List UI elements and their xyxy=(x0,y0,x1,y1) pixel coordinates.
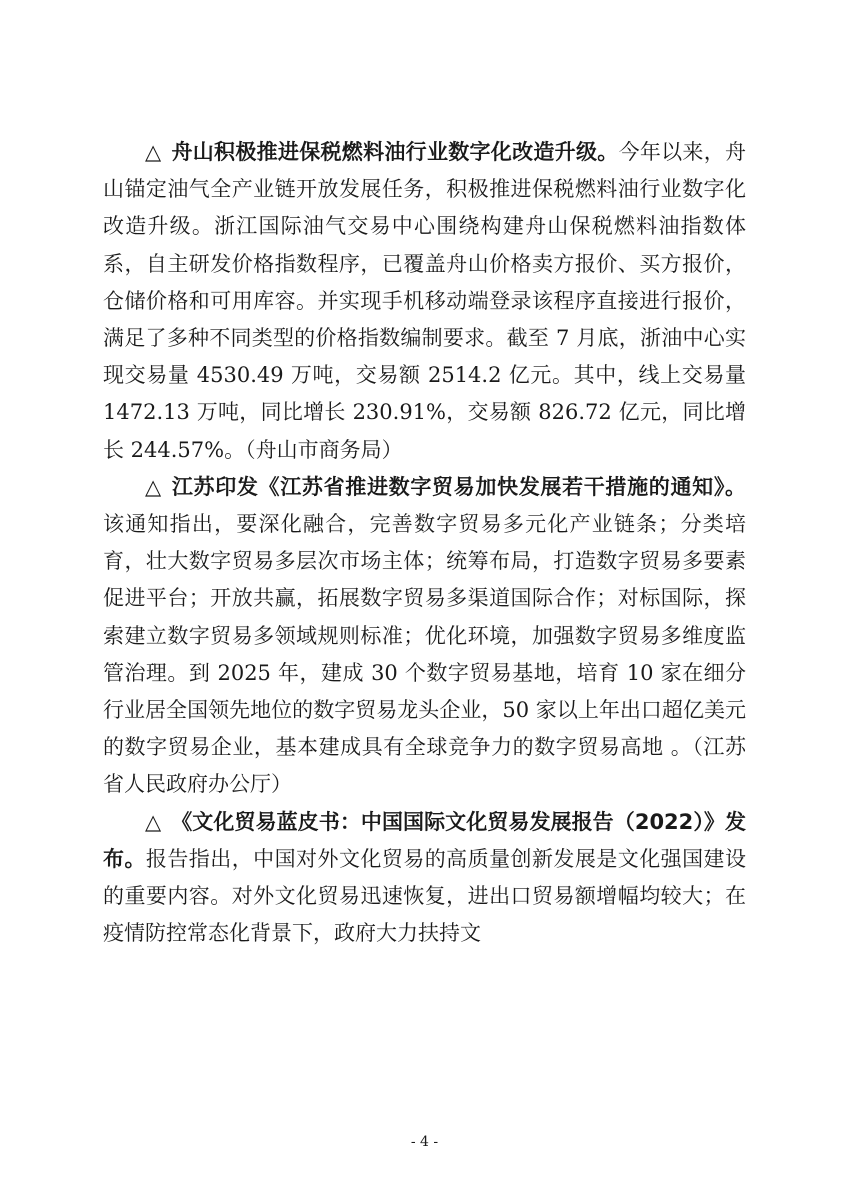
paragraph-body: 今年以来，舟山锚定油气全产业链开放发展任务，积极推进保税燃料油行业数字化改造升级。浙江国际油气交易中心围绕构建舟山保税燃料油指数体系，自主研发价格指数程序，已覆盖舟山价格卖方报价、买方报价，仓储价格和可用库容。并实现手机移动端登录该程序直接进行报价，满足了多种不同类型的价格指数编制要求。截至 7 月底，浙油中心实现交易量 4530.49 万吨，交易额 2514.2 亿元。其中，线上交易量 1472.13 万吨，同比增长 230.91%，交易额 826.72 亿元，同比增长 244.57%。（舟山市商务局） xyxy=(103,140,747,462)
paragraph-marker: △ xyxy=(145,809,162,834)
page-content xyxy=(103,134,746,952)
paragraph-body: 该通知指出，要深化融合，完善数字贸易多元化产业链条；分类培育，壮大数字贸易多层次市场主体；统筹布局，打造数字贸易多要素促进平台；开放共赢，拓展数字贸易多渠道国际合作；对标国际，探索建立数字贸易多领域规则标准；优化环境，加强数字贸易多维度监管治理。到 2025 年，建成 30 个数字贸易基地，培育 10 家在细分行业居全国领先地位的数字贸易龙头企业，50 家以上年出口超亿美元的数字贸易企业，基本建成具有全球竞争力的数字贸易高地 。（江苏省人民政府办公厅） xyxy=(103,512,746,797)
news-paragraph-jiangsu xyxy=(103,469,746,804)
paragraph-headline: 江苏印发《江苏省推进数字贸易加快发展若干措施的通知》。 xyxy=(171,474,747,499)
paragraph-headline: 舟山积极推进保税燃料油行业数字化改造升级。 xyxy=(171,140,619,164)
news-paragraph-zhoushan xyxy=(103,134,746,469)
paragraph-headline: 《文化贸易蓝皮书：中国国际文化贸易发展报告（2022）》发布。 xyxy=(103,809,746,871)
page-number: - 4 - xyxy=(410,1134,439,1150)
paragraph-marker: △ xyxy=(145,140,162,164)
paragraph-body: 报告指出，中国对外文化贸易的高质量创新发展是文化强国建设的重要内容。对外文化贸易迅速恢复，进出口贸易额增幅均较大；在疫情防控常态化背景下，政府大力扶持文 xyxy=(103,846,747,946)
news-paragraph-culture-trade xyxy=(103,804,746,953)
paragraph-marker: △ xyxy=(145,474,162,499)
